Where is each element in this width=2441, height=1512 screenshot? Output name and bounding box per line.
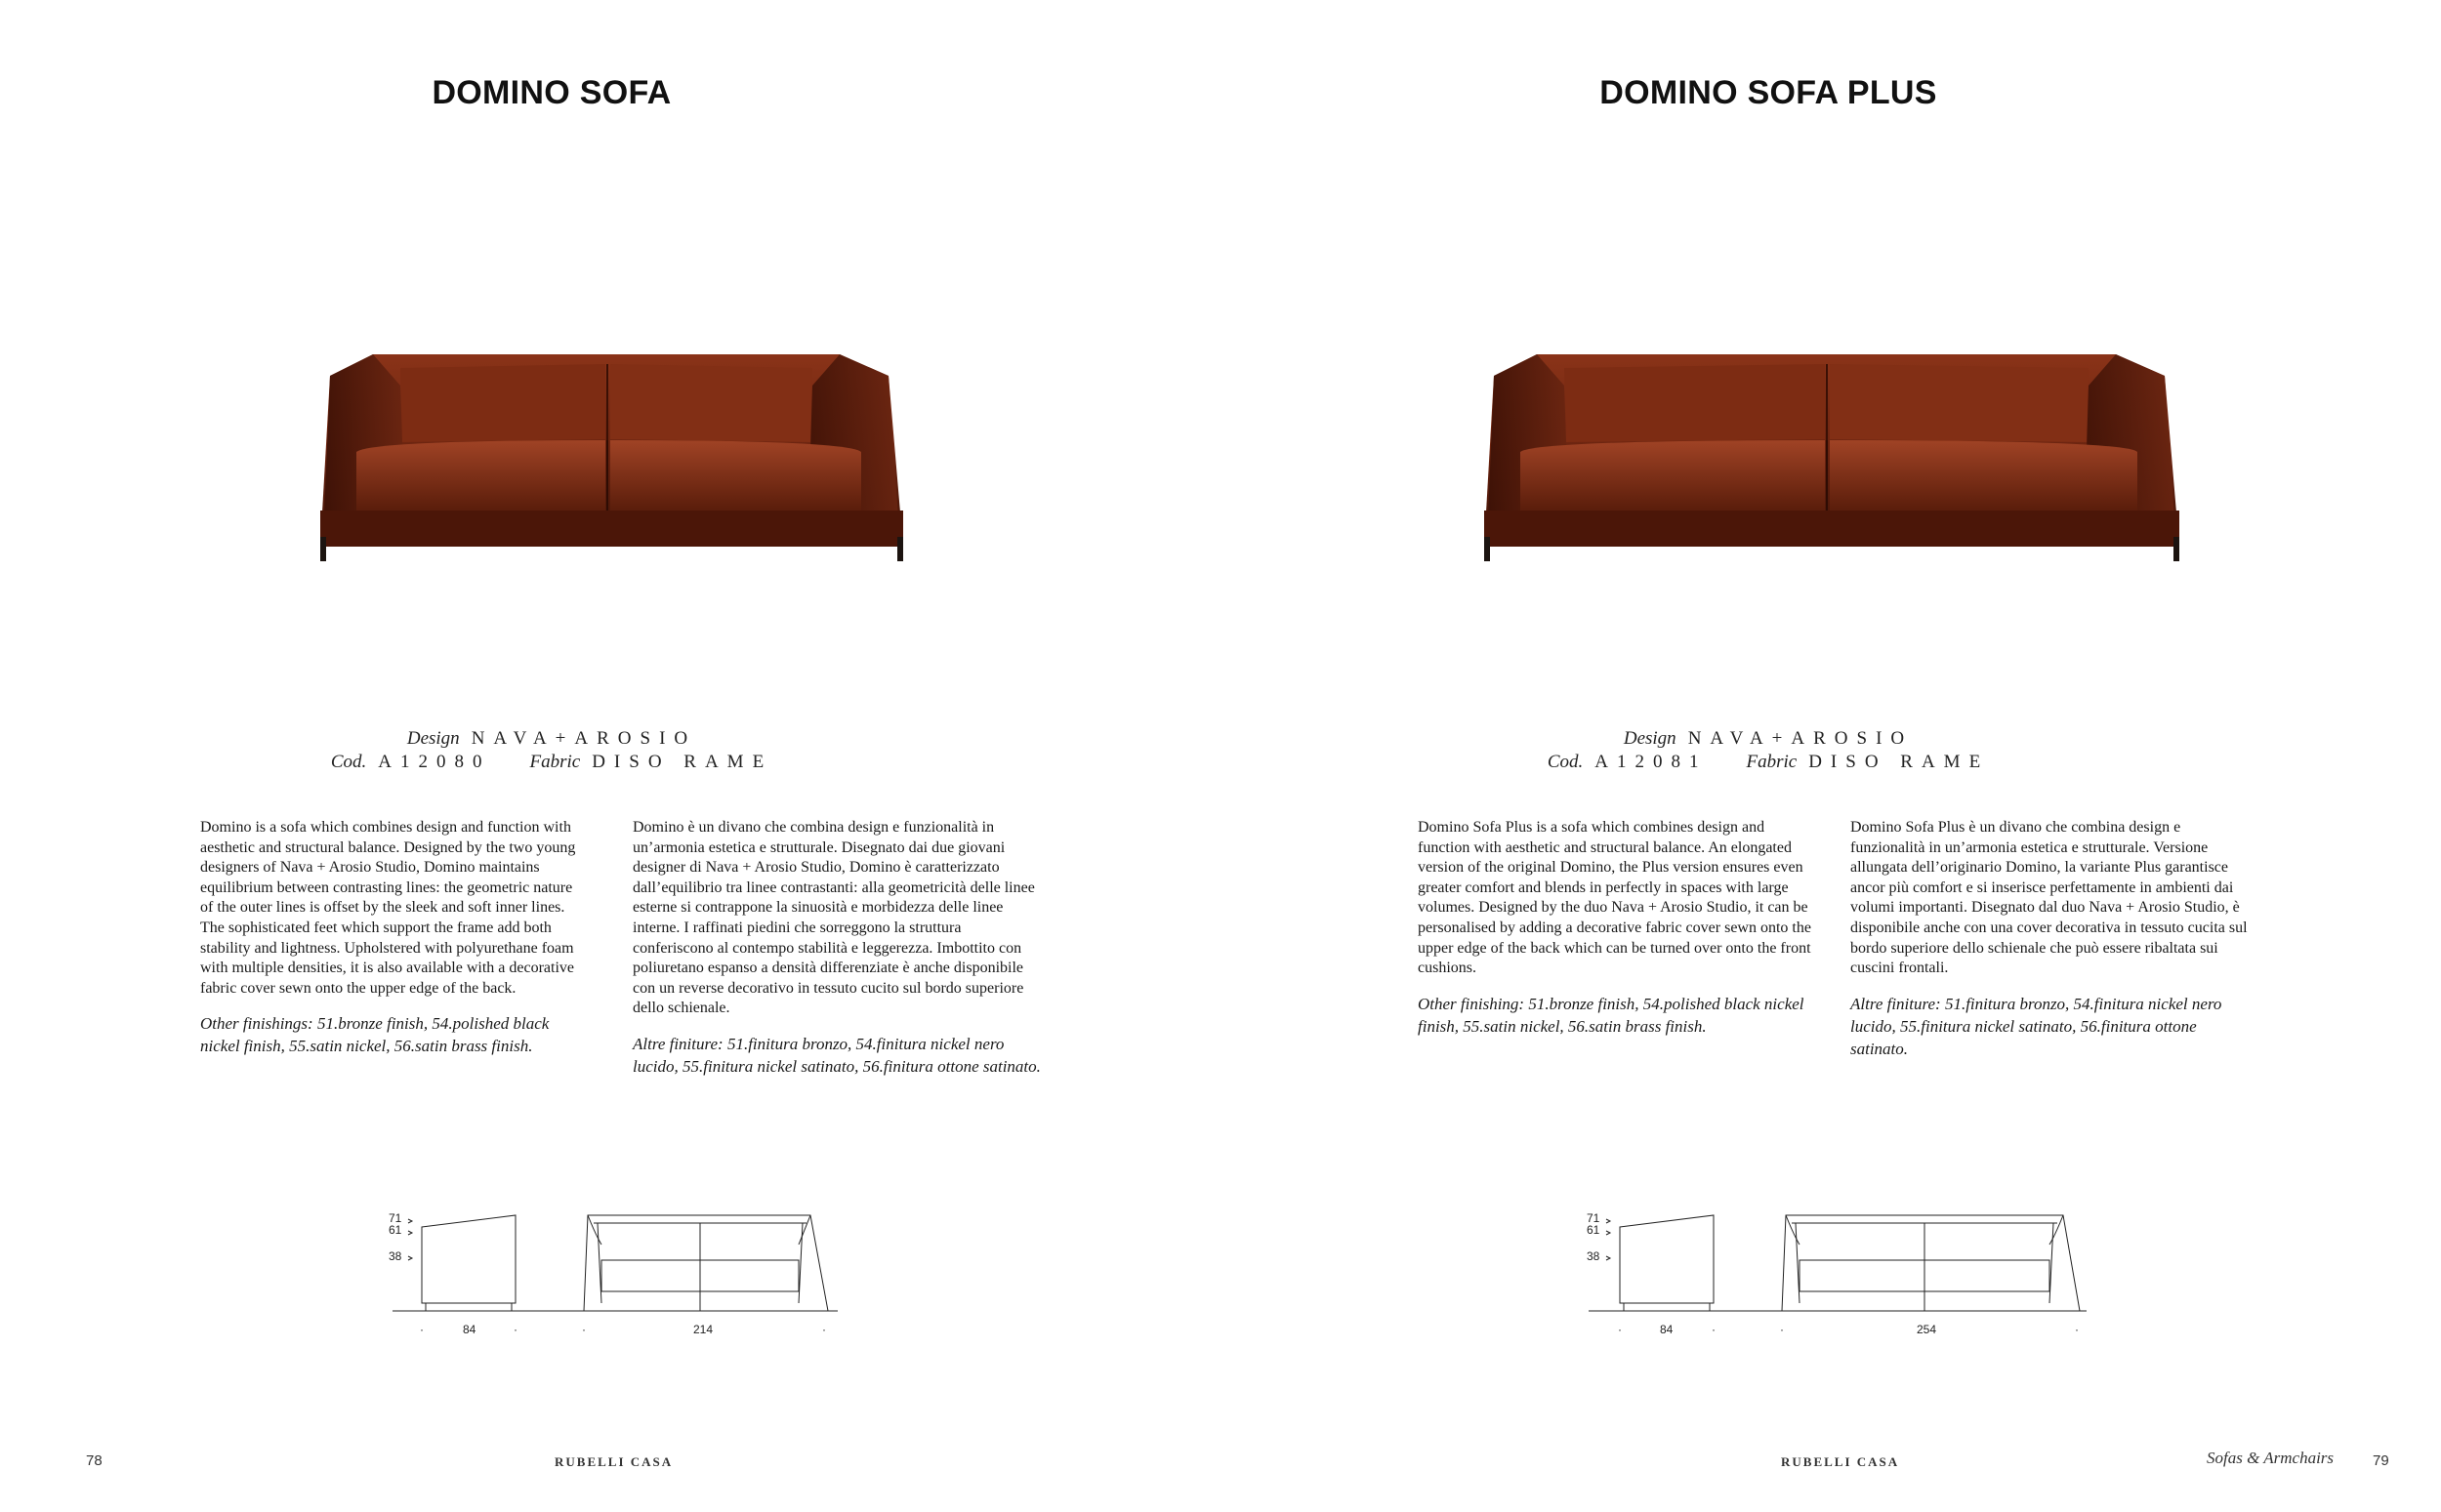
english-finishings: Other finishings: 51.bronze finish, 54.polished black nickel finish, 55.satin nickel, 56.satin brass finish. — [200, 1014, 550, 1056]
svg-text:·: · — [582, 1323, 586, 1336]
page-number: 78 — [86, 1452, 103, 1469]
credits-block — [1220, 727, 2441, 774]
design-value: NAVA+AROSIO — [471, 728, 697, 749]
right-page — [1220, 0, 2441, 1512]
english-column — [1418, 818, 1813, 1051]
fabric-value: DISO RAME — [592, 752, 773, 772]
page-title: DOMINO SOFA — [432, 74, 672, 111]
dimension-drawing — [381, 1206, 849, 1342]
height-71: 71 — [389, 1211, 402, 1225]
height-38: 38 — [1587, 1249, 1600, 1263]
sofa-photo — [1476, 347, 2189, 561]
italian-column — [633, 818, 1043, 1091]
height-71: 71 — [1587, 1211, 1600, 1225]
page-title: DOMINO SOFA PLUS — [1599, 74, 1937, 111]
italian-column — [1850, 818, 2251, 1074]
design-label: Design — [1623, 728, 1676, 749]
code-value: A12081 — [1594, 752, 1708, 772]
english-finishings: Other finishing: 51.bronze finish, 54.polished black nickel finish, 55.satin nickel, 56.satin brass finish. — [1418, 994, 1804, 1036]
depth-dim: 84 — [463, 1323, 476, 1336]
right-title-wrap — [1220, 74, 2441, 117]
left-title-wrap — [0, 74, 1220, 117]
english-description: Domino is a sofa which combines design and function with aesthetic and structural balance. Designed by the two young designers of Nava + Arosio Studio, Domino maintains equilibrium between contrasting lines: the geometric nature of the outer lines is offset by the sleek and soft inner lines. The sophisticated feet which support the frame add both stability and lightness. Upholstered with polyurethane foam with multiple densities, it is also available with a decorative fabric cover sewn onto the upper edge of the back. — [200, 819, 576, 997]
italian-description: Domino è un divano che combina design e funzionalità in un’armonia estetica e strutturale. Disegnato dai due giovani designer di Nava + Arosio Studio, Domino è caratterizzato dall’equilibrio tra linee contrastanti: alla geometricità delle linee esterne si contrappone la sinuosità e morbidezza delle linee interne. I raffinati piedini che sorreggono la struttura conferiscono al contempo stabilità e leggerezza. Imbottito con poliuretano espanso a densità differenziate è anche disponibile con un reverse decorativo in tessuto cucito sul bordo superiore dello schienale. — [633, 819, 1035, 1017]
english-column — [200, 818, 586, 1071]
width-dim: 254 — [1917, 1323, 1937, 1336]
page-number: 79 — [2373, 1452, 2389, 1469]
height-38: 38 — [389, 1249, 402, 1263]
height-61: 61 — [389, 1223, 402, 1237]
svg-text:·: · — [1618, 1323, 1622, 1336]
svg-text:·: · — [514, 1323, 517, 1336]
svg-text:·: · — [2075, 1323, 2079, 1336]
fabric-label: Fabric — [1746, 752, 1798, 772]
italian-description: Domino Sofa Plus è un divano che combina design e funzionalità in un’armonia estetica e strutturale. Versione allungata dell’originario Domino, la variante Plus garantisce ancor più comfort e si inserisce perfettamente in ambienti dai volumi importanti. Disegnato dal duo Nava + Arosio Studio, è disponibile anche con una cover decorativa in tessuto cucita sul bordo superiore dello schienale che può essere ribaltata sui cuscini frontali. — [1850, 819, 2248, 977]
svg-text:·: · — [1780, 1323, 1784, 1336]
height-61: 61 — [1587, 1223, 1600, 1237]
left-page — [0, 0, 1220, 1512]
code-value: A12080 — [378, 752, 491, 772]
svg-text:·: · — [420, 1323, 424, 1336]
code-label: Cod. — [330, 752, 367, 772]
code-label: Cod. — [1547, 752, 1584, 772]
svg-text:·: · — [1712, 1323, 1716, 1336]
brand-name: RUBELLI CASA — [555, 1454, 674, 1469]
design-value: NAVA+AROSIO — [1687, 728, 1914, 749]
svg-text:·: · — [822, 1323, 826, 1336]
dimension-drawing — [1587, 1206, 2094, 1342]
credits-block — [0, 727, 1220, 774]
english-description: Domino Sofa Plus is a sofa which combines design and function with aesthetic and structural balance. An elongated version of the original Domino, the Plus version ensures even greater comfort and blends in perfectly in spaces with large volumes. Designed by the duo Nava + Arosio Studio, it can be personalised by adding a decorative fabric cover sewn onto the upper edge of the back which can be turned over onto the front cushions. — [1418, 819, 1811, 977]
brand-name: RUBELLI CASA — [1781, 1454, 1900, 1469]
italian-finishings: Altre finiture: 51.finitura bronzo, 54.finitura nickel nero lucido, 55.finitura nickel satinato, 56.finitura ottone satinato. — [633, 1034, 1041, 1076]
fabric-value: DISO RAME — [1808, 752, 1990, 772]
sofa-photo — [312, 347, 918, 561]
fabric-label: Fabric — [529, 752, 581, 772]
depth-dim: 84 — [1660, 1323, 1674, 1336]
italian-finishings: Altre finiture: 51.finitura bronzo, 54.finitura nickel nero lucido, 55.finitura nickel satinato, 56.finitura ottone satinato. — [1850, 994, 2222, 1058]
design-label: Design — [406, 728, 460, 749]
width-dim: 214 — [693, 1323, 714, 1336]
section-title: Sofas & Armchairs — [2207, 1449, 2335, 1467]
